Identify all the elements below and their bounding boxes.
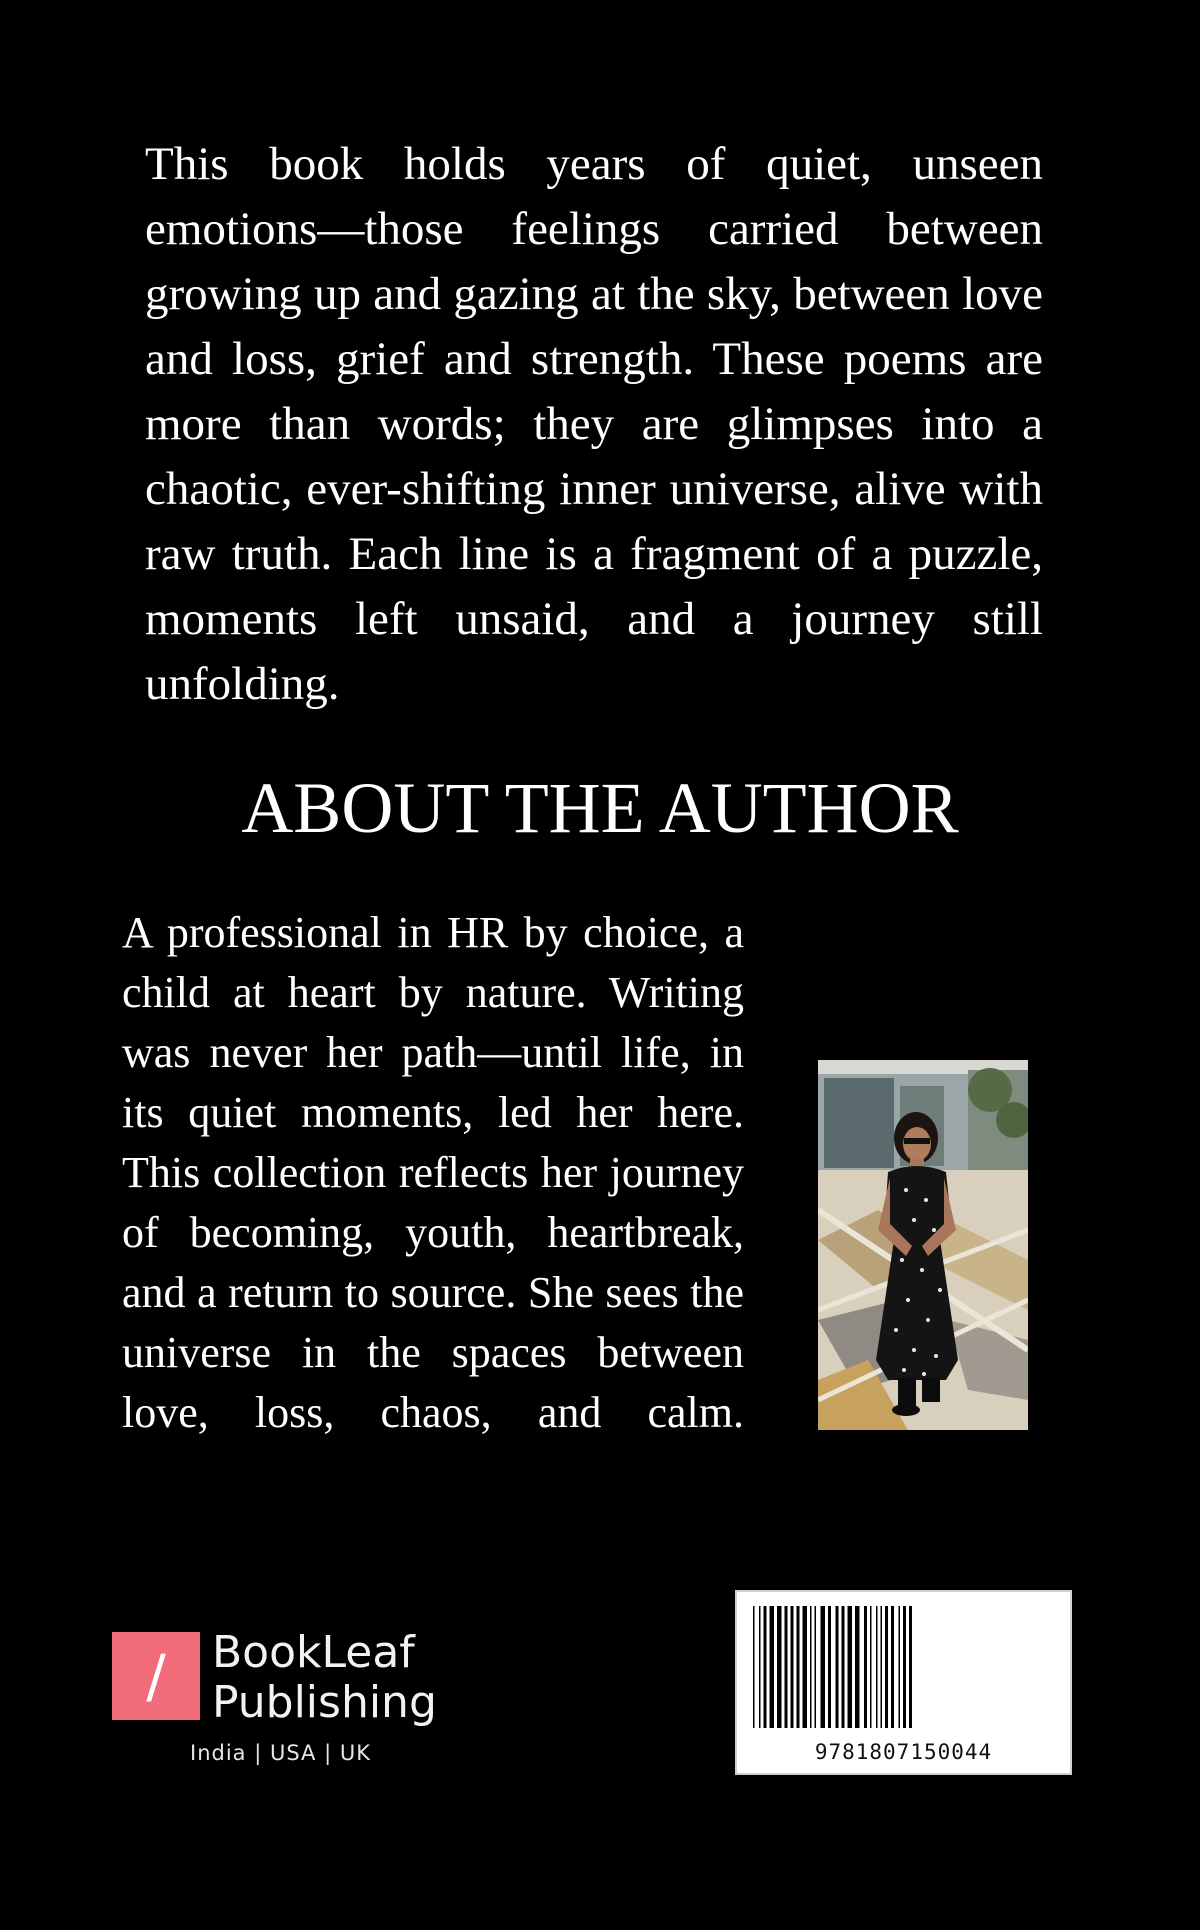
barcode-bar: [753, 1606, 755, 1728]
author-photo-illustration: [818, 1060, 1028, 1430]
publisher-mark-glyph: /: [146, 1642, 166, 1710]
barcode-bar: [891, 1606, 894, 1728]
barcode-bar: [759, 1606, 761, 1728]
publisher-regions: India | USA | UK: [190, 1741, 371, 1765]
barcode-bar: [855, 1606, 860, 1728]
barcode-bar: [842, 1606, 845, 1728]
barcode-bar: [903, 1606, 906, 1728]
barcode-bar: [803, 1606, 808, 1728]
barcode-bar: [848, 1606, 853, 1728]
barcode-bar: [764, 1606, 767, 1728]
barcode-bar: [785, 1606, 788, 1728]
barcode-bar: [864, 1606, 867, 1728]
barcode-bar: [810, 1606, 812, 1728]
about-author-heading: ABOUT THE AUTHOR: [241, 768, 959, 848]
barcode-bars-icon: [751, 1606, 1056, 1728]
author-photo: [818, 1060, 1028, 1430]
barcode-bar: [821, 1606, 826, 1728]
barcode-bar: [791, 1606, 794, 1728]
barcode-bar: [909, 1606, 912, 1728]
barcode-bar: [815, 1606, 817, 1728]
barcode-bar: [770, 1606, 775, 1728]
barcode-bar: [899, 1606, 901, 1728]
barcode-bar: [797, 1606, 800, 1728]
barcode-bar: [828, 1606, 831, 1728]
publisher-slash-icon: [112, 1632, 200, 1720]
isbn-barcode: [735, 1590, 1072, 1775]
barcode-bar: [876, 1606, 878, 1728]
author-bio: A professional in HR by choice, a child at heart by nature. Writing was never her path—until life, in its quiet moments, led her here. This collection reflects her journey of becoming, youth, heartbreak, and a return to source. She sees the universe in the spaces between love, loss, chaos, and calm.: [122, 908, 744, 1437]
barcode-bar: [881, 1606, 883, 1728]
publisher-name-line1: BookLeaf: [212, 1627, 415, 1678]
book-blurb: This book holds years of quiet, unseen emotions—those feelings carried between growing up and gazing at the sky, between love and loss, grief and strength. These poems are more than words; they are glimpses into a chaotic, ever-shifting inner universe, alive with raw truth. Each line is a fragment of a puzzle, moments left unsaid, and a journey still unfolding.: [145, 138, 1043, 710]
barcode-bar: [885, 1606, 888, 1728]
barcode-bar: [777, 1606, 782, 1728]
barcode-bar: [836, 1606, 839, 1728]
publisher-name: [212, 1628, 437, 1728]
publisher-name-line2: Publishing: [212, 1677, 437, 1728]
barcode-bar: [870, 1606, 872, 1728]
publisher-logo: [112, 1628, 452, 1773]
isbn-number: 9781807150044: [814, 1740, 993, 1764]
